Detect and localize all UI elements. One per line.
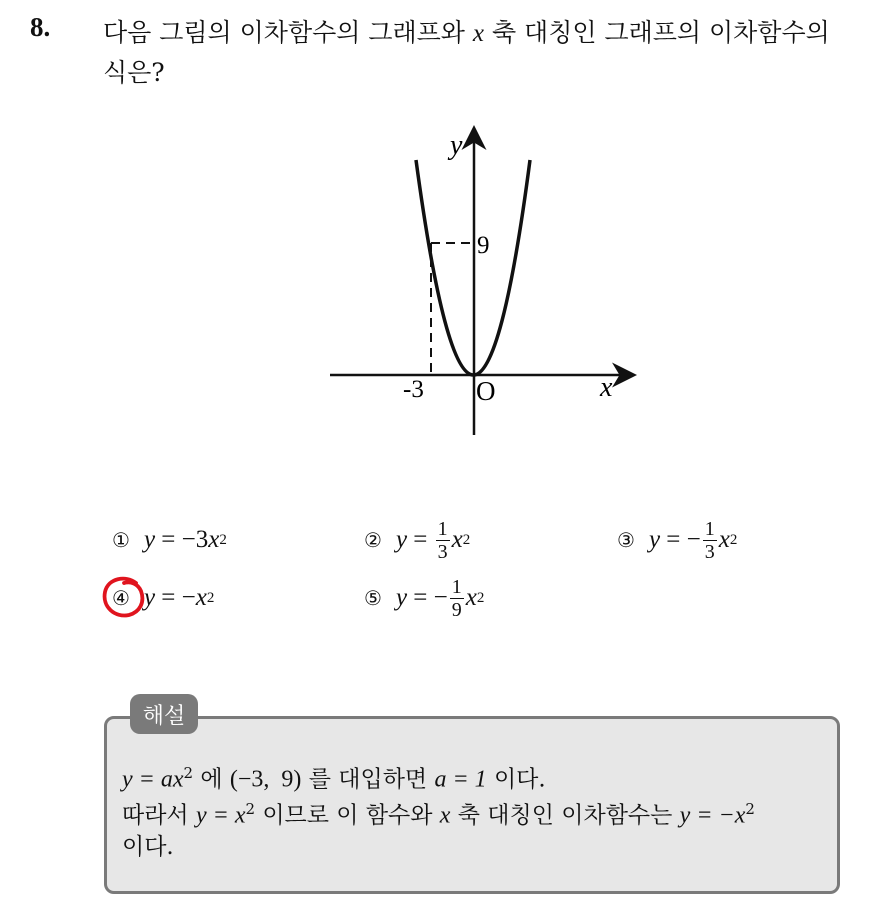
choice-eq: = −3 [155,526,209,553]
fraction-numerator: 1 [704,517,715,540]
axis-y-label: y [450,130,463,161]
choice-5[interactable] [364,568,484,628]
solution-exponent: 2 [245,800,256,818]
solution-point: (−3, 9) [229,766,302,793]
question-text-line2: 식은? [103,58,165,87]
choice-exp: 2 [462,531,471,548]
solution-variable-x: x [439,802,451,829]
solution-exponent: 2 [183,764,194,782]
choice-eq: = − [660,526,701,553]
choice-lhs: y [143,584,156,611]
solution-text: 에 [193,766,230,793]
axis-x-label: x [600,372,613,403]
fraction-numerator: 1 [451,575,462,598]
point-y-label: 9 [477,232,490,259]
choice-marker: ④ [112,586,130,610]
fraction-denominator: 3 [437,540,448,563]
choice-lhs: y [143,526,156,553]
choice-marker: ⑤ [364,586,382,610]
choice-exp: 2 [729,531,738,548]
fraction-denominator: 3 [704,540,715,563]
selected-answer-circle [100,575,150,621]
choice-fraction [436,518,450,563]
solution-text: 를 대입하면 [301,766,435,793]
choice-var: x [465,584,477,611]
choice-exp: 2 [206,589,215,606]
question-text [103,13,873,92]
choice-2[interactable] [364,510,470,570]
fraction-numerator: 1 [437,517,448,540]
point-x-label: -3 [403,376,424,403]
choice-var: x [208,526,220,553]
solution-line-2 [122,794,755,831]
solution-tag: 해설 [130,694,198,734]
solution-line-3: 이다. [122,834,174,860]
choice-var: x [451,526,463,553]
question-number: 8. [30,12,51,42]
choice-eq: = − [407,584,448,611]
solution-equation: y = ax [122,766,184,793]
choice-marker: ③ [617,528,635,552]
choice-lhs: y [395,584,408,611]
choice-fraction [703,518,717,563]
choice-lhs: y [395,526,408,553]
choice-eq: = [407,526,434,553]
question-variable-x: x [472,20,484,47]
solution-text: 축 대칭인 이차함수는 [450,802,680,829]
question-text-part2: 축 대칭인 그래프의 이차함수의 [484,18,830,47]
choice-exp: 2 [476,589,485,606]
choice-3[interactable] [617,510,737,570]
solution-answer: y = −x [679,802,746,829]
choice-lhs: y [648,526,661,553]
fraction-denominator: 9 [451,598,462,621]
choice-exp: 2 [219,531,227,548]
choice-var: x [718,526,730,553]
solution-text: 이다. [486,766,546,793]
solution-result: a = 1 [434,766,487,793]
choice-1[interactable] [112,510,227,570]
origin-label: O [476,376,496,406]
solution-line-1 [122,758,546,795]
question-text-part1: 다음 그림의 이차함수의 그래프와 [103,18,473,47]
solution-text: 따라서 [122,802,196,829]
solution-exponent: 2 [745,800,755,818]
choice-var: x [195,584,207,611]
choice-eq: = − [155,584,196,611]
choice-marker: ② [364,528,382,552]
choice-fraction [450,576,464,621]
solution-equation: y = x [195,802,246,829]
choice-marker: ① [112,528,130,552]
solution-text: 이므로 이 함수와 [255,802,440,829]
parabola-graph [310,120,640,440]
